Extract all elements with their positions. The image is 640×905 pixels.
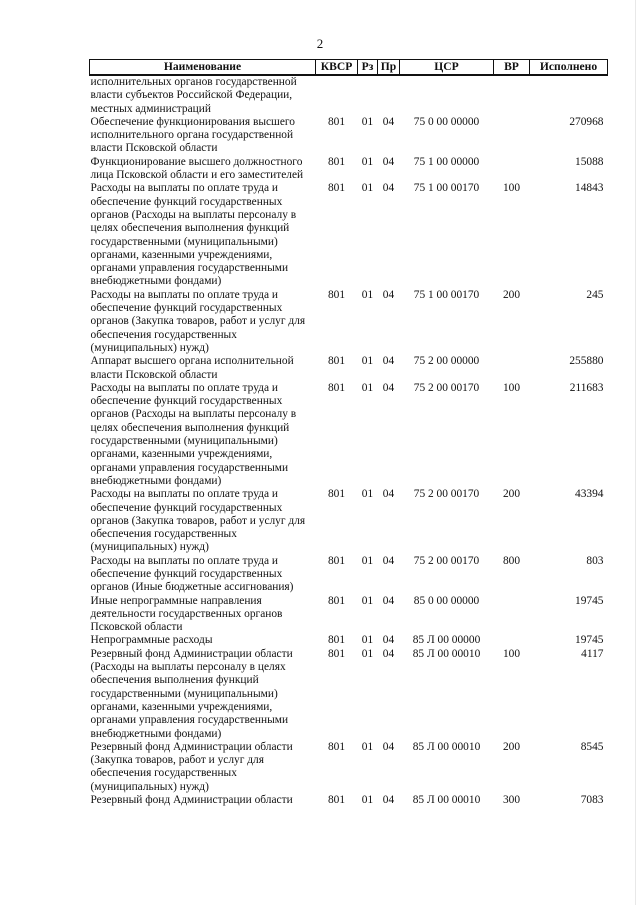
row-pr: 04 (382, 594, 395, 607)
row-name: Функционирование высшего должностного лица Псковской области и его заместителей (90, 155, 304, 182)
row-rz: 01 (361, 381, 374, 394)
row-vr: 800 (502, 554, 521, 567)
row-csr: 85 Л 00 00010 (412, 740, 481, 753)
row-csr: 75 2 00 00170 (413, 381, 480, 394)
table-row (90, 182, 608, 288)
table-row (90, 794, 608, 807)
table-row (90, 595, 608, 635)
row-rz: 01 (361, 740, 374, 753)
row-kvsr: 801 (327, 794, 346, 807)
row-name: Аппарат высшего органа исполнительной власти Псковской области (90, 355, 294, 381)
row-pr: 04 (382, 288, 395, 301)
row-value: 14843 (575, 182, 604, 195)
row-csr: 75 2 00 00170 (413, 488, 480, 501)
header-csr: ЦСР (400, 60, 494, 76)
row-rz (358, 75, 378, 116)
page-number: 2 (316, 36, 324, 51)
row-csr: 75 2 00 00000 (413, 355, 480, 368)
row-rz: 01 (361, 594, 374, 607)
header-rz: Рз (358, 60, 378, 76)
row-value (530, 75, 608, 116)
row-csr: 75 0 00 00000 (413, 115, 480, 128)
row-name: Расходы на выплаты по оплате труда и обеспечение функций государственных органов (Закупка товаров, работ и услуг для обеспечения государственных (муниципальных) нужд) (90, 488, 306, 554)
table-row (90, 355, 608, 382)
row-kvsr: 801 (327, 115, 346, 128)
row-value: 19745 (575, 594, 604, 607)
header-pr: Пр (378, 60, 400, 76)
header-kvsr: КВСР (316, 60, 358, 76)
row-kvsr: 801 (327, 488, 346, 501)
row-kvsr: 801 (327, 740, 346, 753)
row-csr: 75 2 00 00170 (413, 554, 480, 567)
table-row (90, 555, 608, 595)
row-vr (494, 595, 530, 635)
row-name: Непрограммные расходы (90, 634, 213, 647)
table-row (90, 382, 608, 488)
row-value: 15088 (575, 155, 604, 168)
row-csr: 85 Л 00 00010 (412, 647, 481, 660)
row-name: Резервный фонд Администрации области (Расходы на выплаты персоналу в целях обеспечения выполнения функций государственными (муниципальными) органами, казенными учреждениями, органами управления государственными внебюджетными фондами) (90, 647, 293, 740)
row-rz: 01 (361, 182, 374, 195)
row-vr: 300 (502, 794, 521, 807)
table-header-row (90, 60, 608, 76)
row-kvsr: 801 (327, 554, 346, 567)
row-vr: 100 (502, 182, 521, 195)
row-vr: 100 (502, 381, 521, 394)
header-name: Наименование (90, 60, 316, 76)
row-pr: 04 (382, 182, 395, 195)
row-kvsr: 801 (327, 381, 346, 394)
row-pr: 04 (382, 488, 395, 501)
row-kvsr: 801 (327, 634, 346, 647)
header-vr: ВР (494, 60, 530, 76)
table-row (90, 648, 608, 741)
row-name: Расходы на выплаты по оплате труда и обеспечение функций государственных органов (Расходы на выплаты персоналу в целях обеспечения выполнения функций государственными (муниципальными) органами, казенными учреждениями, органами управления государственными внебюджетными фондами) (90, 182, 297, 288)
row-csr: 85 Л 00 00000 (412, 634, 481, 647)
row-name: Иные непрограммные направления деятельности государственных органов Псковской области (90, 594, 283, 634)
row-name: исполнительных органов государственной власти субъектов Российской Федерации, местных администраций (90, 76, 297, 115)
row-kvsr: 801 (327, 594, 346, 607)
row-kvsr: 801 (327, 182, 346, 195)
row-kvsr: 801 (327, 288, 346, 301)
row-value: 7083 (580, 794, 604, 807)
row-vr: 200 (502, 288, 521, 301)
row-vr (494, 355, 530, 382)
row-vr: 100 (502, 647, 521, 660)
row-value: 8545 (580, 740, 604, 753)
row-vr (494, 156, 530, 183)
row-csr: 85 Л 00 00010 (412, 794, 481, 807)
row-name: Резервный фонд Администрации области (90, 794, 293, 807)
row-rz: 01 (361, 647, 374, 660)
row-rz: 01 (361, 554, 374, 567)
row-value: 211683 (569, 381, 604, 394)
table-row (90, 741, 608, 794)
row-rz: 01 (361, 288, 374, 301)
table-row (90, 488, 608, 554)
row-pr: 04 (382, 355, 395, 368)
row-name: Расходы на выплаты по оплате труда и обеспечение функций государственных органов (Закупка товаров, работ и услуг для обеспечения государственных (муниципальных) нужд) (90, 288, 306, 354)
table-row (90, 75, 608, 116)
row-pr: 04 (382, 554, 395, 567)
row-csr: 75 1 00 00170 (413, 288, 480, 301)
budget-table (89, 59, 608, 807)
row-vr: 200 (502, 488, 521, 501)
row-pr: 04 (382, 794, 395, 807)
row-rz: 01 (361, 155, 374, 168)
table-row (90, 116, 608, 156)
row-value: 255880 (569, 355, 604, 368)
scan-edge-mark (635, 0, 636, 905)
row-rz: 01 (361, 794, 374, 807)
row-rz: 01 (361, 115, 374, 128)
row-pr: 04 (382, 381, 395, 394)
table-row (90, 289, 608, 355)
row-csr: 75 1 00 00000 (413, 155, 480, 168)
row-vr (494, 116, 530, 156)
row-rz: 01 (361, 634, 374, 647)
row-pr: 04 (382, 740, 395, 753)
row-pr: 04 (382, 115, 395, 128)
row-rz: 01 (361, 488, 374, 501)
row-name: Резервный фонд Администрации области (Закупка товаров, работ и услуг для обеспечения государственных (муниципальных) нужд) (90, 740, 293, 793)
row-rz: 01 (361, 355, 374, 368)
row-value: 4117 (581, 647, 604, 660)
table-row (90, 156, 608, 183)
table-row (90, 634, 608, 647)
row-name: Расходы на выплаты по оплате труда и обеспечение функций государственных органов (Расходы на выплаты персоналу в целях обеспечения выполнения функций государственными (муниципальными) органами, казенными учреждениями, органами управления государственными внебюджетными фондами) (90, 381, 297, 487)
row-vr (494, 75, 530, 116)
row-vr: 200 (502, 740, 521, 753)
row-name: Расходы на выплаты по оплате труда и обеспечение функций государственных органов (Иные бюджетные ассигнования) (90, 554, 294, 594)
row-kvsr: 801 (327, 355, 346, 368)
row-csr (400, 75, 494, 116)
row-kvsr: 801 (327, 155, 346, 168)
row-kvsr: 801 (327, 647, 346, 660)
row-value: 43394 (575, 488, 604, 501)
row-pr: 04 (382, 155, 395, 168)
row-kvsr (316, 75, 358, 116)
row-value: 19745 (575, 634, 604, 647)
row-value: 245 (586, 288, 604, 301)
row-name: Обеспечение функционирования высшего исполнительного органа государственной власти Псковской области (90, 115, 295, 155)
row-pr: 04 (382, 647, 395, 660)
row-value: 803 (586, 554, 604, 567)
row-vr (494, 634, 530, 647)
header-executed: Исполнено (530, 60, 608, 76)
row-pr (378, 75, 400, 116)
row-pr: 04 (382, 634, 395, 647)
row-value: 270968 (569, 115, 604, 128)
row-csr: 75 1 00 00170 (413, 182, 480, 195)
row-csr: 85 0 00 00000 (413, 594, 480, 607)
